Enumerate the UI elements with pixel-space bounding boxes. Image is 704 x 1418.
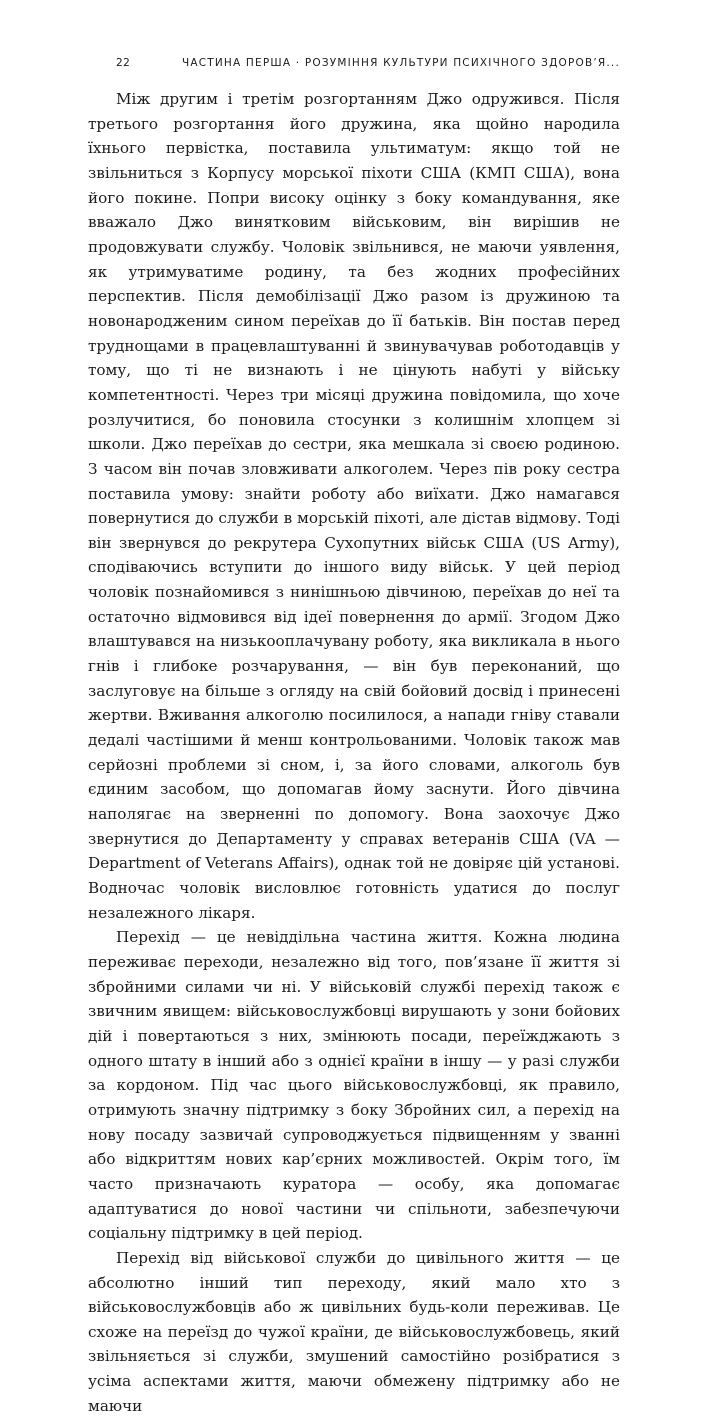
running-title: ЧАСТИНА ПЕРША · РОЗУМІННЯ КУЛЬТУРИ ПСИХІЧНОГО ЗДОРОВ’Я...: [181, 57, 620, 69]
body-text: [88, 87, 620, 1418]
paragraph-2: Перехід — це невіддільна частина життя. Кожна людина переживає переходи, незалежно від того, пов’язане її життя зі збройними силами чи ні. У військовій службі перехід також є звичним явищем: військовослужбовці вирушають у зони бойових дій і повертаються з них, змінюють посади, переїжджають з одного штату в інший або з однієї країни в іншу — у разі служби за кордоном. Під час цього військовослужбовці, як правило, отримують значну підтримку з боку Збройних сил, а перехід на нову посаду зазвичай супроводжується підвищенням у званні або відкриттям нових кар’єрних можливостей. Окрім того, їм часто призначають куратора — особу, яка допомагає адаптуватися до нової частини чи спільноти, забезпечуючи соціальну підтримку в цей період.: [88, 928, 620, 1243]
paragraph-3: Перехід від військової служби до цивільного життя — це абсолютно інший тип переходу, який мало хто з військовослужбовців або ж цивільних будь-коли переживав. Це схоже на переїзд до чужої країни, де військовослужбовець, який звільняється зі служби, змушений самостійно розібратися з усіма аспектами життя, маючи обмежену підтримку або не маючи: [88, 1248, 620, 1415]
paragraph-1: Між другим і третім розгортанням Джо одружився. Після третього розгортання його дружина, яка щойно народила їхнього первістка, поставила ультиматум: якщо той не звільниться з Корпусу морської піхоти США (КМП США), вона його покине. Попри високу оцінку з боку командування, яке вважало Джо винятковим військовим, він вирішив не продовжувати службу. Чоловік звільнився, не маючи уявлення, як утримуватиме родину, та без жодних професійних перспектив. Після демобілізації Джо разом із дружиною та новонародженим сином переїхав до її батьків. Він постав перед труднощами в працевлаштуванні й звинувачував роботодавців у тому, що ті не визнають і не цінують набуті у війську компетентності. Через три місяці дружина повідомила, що хоче розлучитися, бо поновила стосунки з колишнім хлопцем зі школи. Джо переїхав до сестри, яка мешкала зі своєю родиною. З часом він почав зловживати алкоголем. Через пів року сестра поставила умову: знайти роботу або виїхати. Джо намагався повернутися до служби в морській піхоті, але дістав відмову. Тоді він звернувся до рекрутера Сухопутних військ США (US Army), сподіваючись вступити до іншого виду військ. У цей період чоловік познайомився з нинішньою дівчиною, переїхав до неї та остаточно відмовився від ідеї повернення до армії. Згодом Джо влаштувався на низькооплачувану роботу, яка викликала в нього гнів і глибоке розчарування, — він був переконаний, що заслуговує на більше з огляду на свій бойовий досвід і принесені жертви. Вживання алкоголю посилилося, а напади гніву ставали дедалі частішими й менш контрольованими. Чоловік також мав серйозні проблеми зі сном, і, за його словами, алкоголь був єдиним засобом, що допомагав йому заснути. Його дівчина наполягає на зверненні по допомогу. Вона заохочує Джо звернутися до Департаменту у справах ветеранів США (VA — Department of Veterans Affairs), однак той не довіряє цій установі. Водночас чоловік висловлює готовність удатися до послуг незалежного лікаря.: [88, 90, 620, 922]
page-number: 22: [116, 57, 131, 69]
page-header: [116, 54, 620, 74]
